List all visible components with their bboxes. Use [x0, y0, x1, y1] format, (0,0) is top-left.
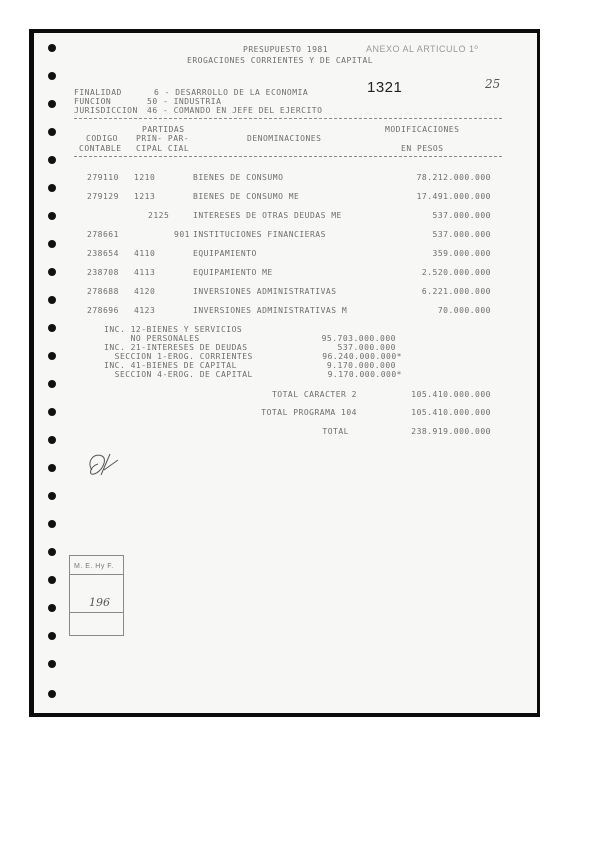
row-importe: 2.520.000.000 [421, 268, 491, 277]
funcion-value: 50 - INDUSTRIA [147, 97, 222, 106]
row-codigo: 278661 [87, 230, 119, 239]
row-codigo: 238654 [87, 249, 119, 258]
row-denominacion: INTERESES DE OTRAS DEUDAS ME [193, 211, 342, 220]
binder-hole [48, 548, 56, 556]
binder-hole [48, 296, 56, 304]
row-denominacion: INVERSIONES ADMINISTRATIVAS [193, 287, 337, 296]
col-contable: CONTABLE [79, 144, 122, 153]
binder-hole [48, 604, 56, 612]
total-label: TOTAL PROGRAMA 104 [261, 408, 357, 417]
row-denominacion: BIENES DE CONSUMO [193, 173, 284, 182]
page-number: 25 [485, 77, 501, 91]
subtotal-amount: 9.170.000.000* [327, 370, 402, 379]
row-importe: 359.000.000 [432, 249, 491, 258]
document-title: PRESUPUESTO 1981 [243, 45, 329, 54]
registry-stamp [69, 555, 124, 636]
row-principal: 1213 [134, 192, 156, 201]
total-amount: 105.410.000.000 [411, 390, 491, 399]
col-modificaciones: MODIFICACIONES [385, 125, 460, 134]
col-prin-par: PRIN- PAR- [136, 134, 190, 143]
binder-hole [48, 436, 56, 444]
total-amount: 238.919.000.000 [411, 427, 491, 436]
binder-hole [48, 464, 56, 472]
binder-hole [48, 128, 56, 136]
subtotal-amount: 96.240.000.000* [322, 352, 402, 361]
row-codigo: 278696 [87, 306, 119, 315]
binder-hole [48, 184, 56, 192]
finalidad-value: 6 - DESARROLLO DE LA ECONOMIA [154, 88, 309, 97]
document-number: 1321 [367, 79, 403, 96]
row-denominacion: INVERSIONES ADMINISTRATIVAS M [193, 306, 348, 315]
row-codigo: 279129 [87, 192, 119, 201]
binder-hole [48, 100, 56, 108]
binder-hole [48, 380, 56, 388]
col-denominaciones: DENOMINACIONES [247, 134, 322, 143]
stamp-line [70, 574, 123, 575]
jurisdiccion-label: JURISDICCION [74, 106, 138, 115]
stamp-header: M. E. Hy F. [74, 563, 114, 570]
binder-hole [48, 212, 56, 220]
row-principal: 4123 [134, 306, 156, 315]
row-importe: 537.000.000 [432, 211, 491, 220]
binder-hole [48, 690, 56, 698]
binder-hole [48, 520, 56, 528]
col-principal-parcial: CIPAL CIAL [136, 144, 190, 153]
row-importe: 537.000.000 [432, 230, 491, 239]
total-amount: 105.410.000.000 [411, 408, 491, 417]
row-principal: 4110 [134, 249, 156, 258]
subtotal-label: INC. 12-BIENES Y SERVICIOS [104, 325, 243, 334]
total-label: TOTAL [322, 427, 349, 436]
subtotal-label: SECCION 4-EROG. DE CAPITAL [104, 370, 253, 379]
binder-hole [48, 492, 56, 500]
binder-hole [48, 660, 56, 668]
row-importe: 6.221.000.000 [421, 287, 491, 296]
subtotal-label: SECCION 1-EROG. CORRIENTES [104, 352, 253, 361]
row-importe: 17.491.000.000 [416, 192, 491, 201]
binder-hole [48, 352, 56, 360]
binder-hole [48, 324, 56, 332]
row-denominacion: EQUIPAMIENTO ME [193, 268, 273, 277]
row-principal: 4120 [134, 287, 156, 296]
row-principal: 4113 [134, 268, 156, 277]
row-codigo: 238708 [87, 268, 119, 277]
annex-stamp: ANEXO AL ARTICULO 1º [366, 44, 479, 54]
row-principal: 2125 [148, 211, 170, 220]
binder-hole [48, 576, 56, 584]
subtotal-amount: 95.703.000.000 [321, 334, 396, 343]
stamp-number: 196 [89, 596, 110, 609]
col-codigo: CODIGO [86, 134, 118, 143]
jurisdiccion-value: 46 - COMANDO EN JEFE DEL EJERCITO [147, 106, 323, 115]
subtotal-label: INC. 41-BIENES DE CAPITAL [104, 361, 237, 370]
binder-hole [48, 72, 56, 80]
subtotal-label: INC. 21-INTERESES DE DEUDAS [104, 343, 248, 352]
col-en-pesos: EN PESOS [401, 144, 444, 153]
row-parcial: 901 [174, 230, 190, 239]
row-importe: 70.000.000 [437, 306, 491, 315]
row-importe: 78.212.000.000 [416, 173, 491, 182]
subtotal-label: NO PERSONALES [104, 334, 200, 343]
document-subtitle: EROGACIONES CORRIENTES Y DE CAPITAL [187, 56, 374, 65]
total-label: TOTAL CARACTER 2 [271, 390, 357, 399]
stamp-line [70, 612, 123, 613]
col-partidas: PARTIDAS [142, 125, 185, 134]
row-denominacion: EQUIPAMIENTO [193, 249, 257, 258]
binder-hole [48, 156, 56, 164]
finalidad-label: FINALIDAD [74, 88, 122, 97]
row-denominacion: INSTITUCIONES FINANCIERAS [193, 230, 326, 239]
row-principal: 1210 [134, 173, 156, 182]
divider [74, 156, 502, 157]
funcion-label: FUNCION [74, 97, 112, 106]
row-codigo: 279110 [87, 173, 119, 182]
divider [74, 118, 502, 119]
subtotal-amount: 537.000.000 [337, 343, 396, 352]
binder-hole [48, 632, 56, 640]
binder-hole [48, 240, 56, 248]
signature [84, 448, 124, 482]
row-denominacion: BIENES DE CONSUMO ME [193, 192, 300, 201]
binder-hole [48, 44, 56, 52]
row-codigo: 278688 [87, 287, 119, 296]
binder-hole [48, 268, 56, 276]
binder-hole [48, 408, 56, 416]
subtotal-amount: 9.170.000.000 [326, 361, 396, 370]
